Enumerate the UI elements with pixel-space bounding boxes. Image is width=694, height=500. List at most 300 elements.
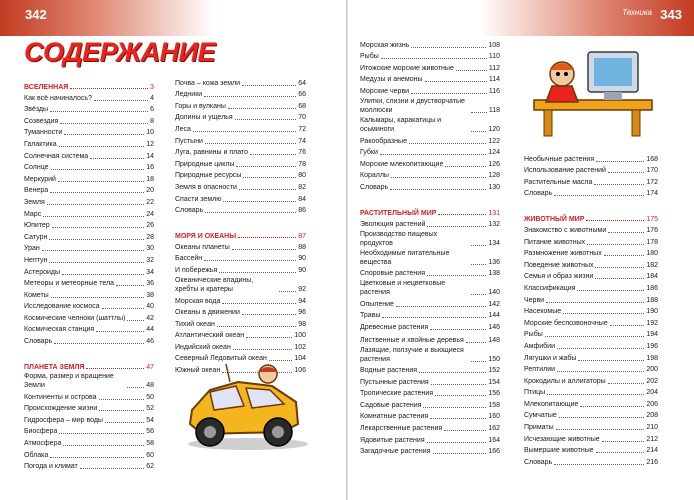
toc-page-number: 32 <box>146 256 154 264</box>
toc-page-number: 116 <box>488 87 500 95</box>
toc-page-number: 50 <box>146 393 154 401</box>
toc-entry[interactable] <box>360 364 500 376</box>
dot-leader <box>204 260 296 261</box>
dot-leader <box>431 384 487 385</box>
toc-entry-title: Форма, размер и вращение Земли <box>24 373 114 390</box>
toc-entry-title: Ракообразные <box>360 137 407 145</box>
toc-entry[interactable] <box>360 217 500 229</box>
toc-entry[interactable] <box>524 316 658 328</box>
dot-leader <box>419 372 486 373</box>
toc-entry[interactable] <box>175 252 306 264</box>
toc-entry-title: Травы <box>360 312 381 320</box>
toc-page-number: 154 <box>488 378 500 386</box>
toc-entry[interactable] <box>524 363 658 375</box>
dot-leader <box>243 177 296 178</box>
toc-entry-title: Тропические растения <box>360 390 434 398</box>
toc-page-number: 200 <box>646 366 658 374</box>
toc-entry-title: Загадочные растения <box>360 448 431 456</box>
dot-leader <box>547 394 644 395</box>
page-title: СОДЕРЖАНИЕ <box>24 37 216 67</box>
toc-page-number: 130 <box>488 183 500 191</box>
dot-leader <box>205 212 296 213</box>
toc-section-heading[interactable] <box>360 205 500 217</box>
toc-entry-title: Эволюция растений <box>360 220 426 228</box>
toc-entry[interactable] <box>175 88 306 100</box>
dot-leader <box>279 291 296 292</box>
toc-entry[interactable] <box>524 328 658 340</box>
toc-page-number: 58 <box>146 440 154 448</box>
toc-entry[interactable] <box>24 91 154 103</box>
dot-leader <box>471 112 487 113</box>
toc-entry[interactable] <box>24 219 154 231</box>
dot-leader <box>396 306 486 307</box>
toc-entry[interactable] <box>360 115 500 134</box>
dot-leader <box>471 131 486 132</box>
toc-entry-title: Солнце <box>24 164 49 172</box>
toc-entry[interactable] <box>24 195 154 207</box>
toc-entry-title: Словарь <box>24 338 53 346</box>
toc-entry[interactable] <box>175 329 306 341</box>
toc-entry-title: Улитки, слизни и двустворчатые моллюски <box>360 97 465 114</box>
toc-entry[interactable] <box>175 134 306 146</box>
toc-page-number: 160 <box>488 413 500 421</box>
toc-page-number: 192 <box>646 319 658 327</box>
toc-entry-title: Созвездия <box>24 117 59 125</box>
dot-leader <box>116 285 144 286</box>
toc-page-number: 88 <box>298 243 306 251</box>
toc-entry[interactable] <box>524 374 658 386</box>
toc-entry-title: Луга, равнины и плато <box>175 149 248 157</box>
toc-entry[interactable] <box>524 420 658 432</box>
toc-entry[interactable] <box>360 445 500 457</box>
toc-entry-title: Астероиды <box>24 268 61 276</box>
toc-entry[interactable] <box>175 99 306 111</box>
dot-leader <box>608 232 644 233</box>
toc-entry-title: Кальмары, каракатицы и осьминоги <box>360 116 442 133</box>
toc-page-number: 6 <box>150 106 154 114</box>
toc-entry[interactable] <box>360 84 500 96</box>
dot-leader <box>52 227 145 228</box>
dot-leader <box>587 244 644 245</box>
dot-leader <box>58 181 144 182</box>
toc-entry-title: Спасти землю <box>175 195 222 203</box>
toc-entry[interactable] <box>360 38 500 50</box>
toc-entry[interactable] <box>524 235 658 247</box>
toc-page-number: 142 <box>488 300 500 308</box>
dot-leader <box>380 154 486 155</box>
toc-entry[interactable] <box>24 390 154 402</box>
section-gap <box>175 215 306 225</box>
toc-page-number: 100 <box>294 332 306 340</box>
toc-page-number: 212 <box>646 435 658 443</box>
left-page-header <box>0 0 346 36</box>
toc-section-heading[interactable] <box>524 211 658 223</box>
toc-entry[interactable] <box>175 192 306 204</box>
dot-leader <box>51 297 145 298</box>
toc-entry[interactable] <box>24 230 154 242</box>
dot-leader <box>435 395 486 396</box>
dot-leader <box>382 317 486 318</box>
toc-entry-title: И побережья <box>175 266 218 274</box>
toc-entry[interactable] <box>175 306 306 318</box>
toc-section-heading[interactable] <box>24 359 154 371</box>
toc-entry-title: Исследование космоса <box>24 303 100 311</box>
toc-page-number: 164 <box>488 436 500 444</box>
dot-leader <box>43 216 144 217</box>
toc-entry-title: Морские беспозвоночные <box>524 319 608 327</box>
toc-entry-title: Нептун <box>24 256 48 264</box>
toc-entry[interactable] <box>524 432 658 444</box>
toc-entry[interactable] <box>24 253 154 265</box>
toc-entry[interactable] <box>360 157 500 169</box>
dot-leader <box>94 100 148 101</box>
dot-leader <box>390 189 486 190</box>
toc-page-number: 16 <box>146 164 154 172</box>
toc-entry[interactable] <box>360 61 500 73</box>
dot-leader <box>580 406 644 407</box>
toc-entry[interactable] <box>360 375 500 387</box>
toc-entry-title: Космическая станция <box>24 326 95 334</box>
toc-entry[interactable] <box>175 157 306 169</box>
toc-entry[interactable] <box>360 320 500 332</box>
toc-entry[interactable] <box>360 50 500 62</box>
toc-page-number: 46 <box>146 338 154 346</box>
toc-entry-title: Ядовитые растения <box>360 436 425 444</box>
toc-entry[interactable] <box>24 425 154 437</box>
toc-page-number: 178 <box>646 238 658 246</box>
toc-entry-title: Морские черви <box>360 87 410 95</box>
toc-entry[interactable] <box>24 402 154 414</box>
toc-page-number: 106 <box>294 367 306 375</box>
toc-entry[interactable] <box>524 281 658 293</box>
toc-entry[interactable] <box>24 448 154 460</box>
toc-page-number: 14 <box>146 152 154 160</box>
toc-entry[interactable] <box>360 134 500 146</box>
dot-leader <box>595 278 644 279</box>
toc-entry-title: Словарь <box>524 190 553 198</box>
toc-entry[interactable] <box>524 386 658 398</box>
toc-page-number: 36 <box>146 280 154 288</box>
dot-leader <box>90 158 144 159</box>
toc-page-number: 4 <box>150 94 154 102</box>
toc-page-number: 108 <box>488 41 500 49</box>
toc-page-number: 87 <box>298 233 306 241</box>
toc-entry-title: Природные ресурсы <box>175 172 242 180</box>
toc-entry[interactable] <box>175 263 306 275</box>
toc-entry-title: Споровые растения <box>360 270 425 278</box>
toc-entry-title: Океаны планеты <box>175 243 230 251</box>
toc-entry-title: Морские млекопитающие <box>360 160 444 168</box>
toc-entry-title: Садовые растения <box>360 401 422 409</box>
toc-page-number: 184 <box>646 273 658 281</box>
dot-leader <box>471 245 486 246</box>
dot-leader <box>411 93 487 94</box>
toc-entry[interactable] <box>524 175 658 187</box>
toc-page-number: 82 <box>298 183 306 191</box>
toc-page-number: 122 <box>488 137 500 145</box>
toc-entry[interactable] <box>24 413 154 425</box>
toc-entry[interactable] <box>24 436 154 448</box>
toc-entry[interactable] <box>524 247 658 259</box>
toc-entry-title: Знакомство с животными <box>524 226 607 234</box>
toc-entry[interactable] <box>360 180 500 192</box>
toc-section-title: ЖИВОТНЫЙ МИР <box>524 216 585 224</box>
dot-leader <box>99 399 145 400</box>
toc-entry[interactable] <box>24 184 154 196</box>
toc-entry[interactable] <box>24 126 154 138</box>
toc-page-number: 156 <box>488 390 500 398</box>
toc-entry[interactable] <box>360 433 500 445</box>
toc-entry-title: Солнечная система <box>24 152 89 160</box>
toc-entry-title: Итожские морские животные <box>360 64 454 72</box>
toc-entry[interactable] <box>24 172 154 184</box>
dot-leader <box>205 143 296 144</box>
dot-leader <box>554 464 644 465</box>
dot-leader <box>554 195 644 196</box>
toc-column-left-1 <box>24 76 154 471</box>
toc-entry-title: Облака <box>24 451 49 459</box>
dot-leader <box>586 220 644 221</box>
toc-page-number: 132 <box>488 220 500 228</box>
toc-section-heading[interactable] <box>175 228 306 240</box>
toc-entry[interactable] <box>360 332 500 345</box>
dot-leader <box>466 342 487 343</box>
toc-entry[interactable] <box>524 152 658 164</box>
toc-entry-title: Производство пищевых продуктов <box>360 230 438 247</box>
toc-entry[interactable] <box>360 96 500 115</box>
toc-page-number: 98 <box>298 320 306 328</box>
toc-entry[interactable] <box>175 169 306 181</box>
toc-entry-title: Звёзды <box>24 106 49 114</box>
toc-entry[interactable] <box>360 421 500 433</box>
toc-entry-title: Необходимые питательные вещества <box>360 249 450 266</box>
toc-entry[interactable] <box>360 297 500 309</box>
toc-entry[interactable] <box>24 114 154 126</box>
toc-page-number: 146 <box>488 323 500 331</box>
toc-entry[interactable] <box>524 293 658 305</box>
toc-entry[interactable] <box>360 267 500 279</box>
toc-entry[interactable] <box>24 288 154 300</box>
dot-leader <box>239 189 296 190</box>
toc-entry[interactable] <box>24 161 154 173</box>
dot-leader <box>60 123 148 124</box>
toc-entry-title: Словарь <box>175 207 204 215</box>
dot-leader <box>246 337 292 338</box>
toc-entry-title: Погода и климат <box>24 463 78 471</box>
toc-entry[interactable] <box>524 409 658 421</box>
dot-leader <box>445 166 486 167</box>
toc-page-number: 150 <box>488 355 500 363</box>
toc-entry[interactable] <box>175 111 306 123</box>
toc-page-number: 198 <box>646 354 658 362</box>
toc-entry[interactable] <box>524 223 658 235</box>
dot-leader <box>70 88 148 89</box>
toc-page-number: 47 <box>146 364 154 372</box>
dot-leader <box>62 274 144 275</box>
toc-page-number: 102 <box>294 343 306 351</box>
toc-entry-title: Словарь <box>360 183 389 191</box>
toc-entry[interactable] <box>524 339 658 351</box>
toc-entry[interactable] <box>24 460 154 472</box>
toc-entry-title: Кометы <box>24 291 49 299</box>
toc-entry[interactable] <box>24 300 154 312</box>
toc-entry-title: Пустынные растения <box>360 378 429 386</box>
toc-entry[interactable] <box>360 73 500 85</box>
toc-entry-title: Сумчатые <box>524 412 557 420</box>
toc-entry-title: Океаны в движении <box>175 309 240 317</box>
dot-leader <box>563 313 644 314</box>
toc-entry-title: Марс <box>24 210 42 218</box>
toc-entry[interactable] <box>175 146 306 158</box>
dot-leader <box>559 417 645 418</box>
toc-page-number: 194 <box>646 331 658 339</box>
toc-page-number: 68 <box>298 102 306 110</box>
dot-leader <box>430 329 486 330</box>
toc-entry[interactable] <box>360 146 500 158</box>
dot-leader <box>50 111 148 112</box>
toc-entry-title: Древесные растения <box>360 323 429 331</box>
toc-page-number: 90 <box>298 255 306 263</box>
toc-entry[interactable] <box>24 334 154 346</box>
toc-entry[interactable] <box>24 103 154 115</box>
toc-entry-title: Сатурн <box>24 233 48 241</box>
toc-entry-title: Млекопитающие <box>524 400 579 408</box>
dot-leader <box>608 172 644 173</box>
toc-entry-title: Космические челноки (шаттлы) <box>24 314 126 322</box>
toc-entry-title: Туманности <box>24 129 63 137</box>
toc-entry[interactable] <box>360 410 500 422</box>
toc-entry[interactable] <box>524 397 658 409</box>
toc-entry[interactable] <box>24 149 154 161</box>
toc-page-number: 162 <box>488 425 500 433</box>
toc-entry-title: Размножение животных <box>524 250 602 258</box>
toc-entry[interactable] <box>24 207 154 219</box>
dot-leader <box>391 177 486 178</box>
toc-entry-title: Питание животных <box>524 238 586 246</box>
toc-page-number: 206 <box>646 400 658 408</box>
dot-leader <box>222 303 296 304</box>
toc-entry-title: Амфибии <box>524 342 555 350</box>
dot-leader <box>471 361 486 362</box>
toc-section-heading[interactable] <box>24 79 154 91</box>
toc-entry-title: Насекомые <box>524 308 562 316</box>
toc-page-number: 152 <box>488 367 500 375</box>
toc-entry[interactable] <box>524 351 658 363</box>
dot-leader <box>602 441 645 442</box>
toc-page-number: 10 <box>146 129 154 137</box>
toc-page-number: 204 <box>646 389 658 397</box>
toc-page-number: 170 <box>646 167 658 175</box>
toc-entry[interactable] <box>175 317 306 329</box>
toc-entry[interactable] <box>24 137 154 149</box>
toc-page-number: 140 <box>488 289 500 297</box>
toc-page-number: 196 <box>646 342 658 350</box>
toc-entry[interactable] <box>360 169 500 181</box>
dot-leader <box>228 108 296 109</box>
toc-entry-title: Использование растений <box>524 167 606 175</box>
page-number-right: 343 <box>660 7 682 22</box>
dot-leader <box>438 214 486 215</box>
toc-entry[interactable] <box>360 345 500 364</box>
dot-leader <box>54 343 144 344</box>
toc-page-number: 134 <box>488 239 500 247</box>
toc-entry[interactable] <box>24 265 154 277</box>
toc-entry[interactable] <box>360 248 500 267</box>
toc-entry-title: Долины и ущелья <box>175 114 233 122</box>
toc-page-number: 166 <box>488 448 500 456</box>
dot-leader <box>59 146 145 147</box>
dot-leader <box>236 166 296 167</box>
toc-entry[interactable] <box>24 277 154 289</box>
dot-leader <box>204 96 296 97</box>
toc-entry[interactable] <box>175 180 306 192</box>
dot-leader <box>250 154 296 155</box>
toc-entry-title: Галактика <box>24 140 57 148</box>
toc-entry[interactable] <box>175 204 306 216</box>
toc-entry[interactable] <box>175 275 306 294</box>
toc-page-number: 12 <box>146 140 154 148</box>
toc-entry-title: Северный Ледовитый океан <box>175 355 267 363</box>
toc-column-left-2 <box>175 76 306 375</box>
toc-entry[interactable] <box>24 371 154 390</box>
dot-leader <box>64 134 144 135</box>
toc-page-number: 216 <box>646 458 658 466</box>
toc-entry-title: Происхождение жизни <box>24 405 98 413</box>
toc-entry-title: Меркурий <box>24 175 56 183</box>
toc-page-number: 76 <box>298 149 306 157</box>
toc-page-number: 114 <box>488 76 500 84</box>
toc-entry[interactable] <box>175 240 306 252</box>
toc-section-title: ВСЕЛЕННАЯ <box>24 84 69 91</box>
toc-entry[interactable] <box>360 278 500 297</box>
dot-leader <box>608 383 645 384</box>
toc-entry[interactable] <box>175 340 306 352</box>
toc-page-number: 210 <box>646 424 658 432</box>
toc-page-number: 110 <box>488 53 500 61</box>
toc-entry[interactable] <box>524 187 658 199</box>
toc-entry[interactable] <box>524 270 658 282</box>
dot-leader <box>610 325 645 326</box>
toc-entry[interactable] <box>360 387 500 399</box>
dot-leader <box>80 468 144 469</box>
toc-entry-title: Цветковые и нецветковые растения <box>360 280 446 297</box>
toc-entry-title: Губки <box>360 149 378 157</box>
toc-entry[interactable] <box>360 309 500 321</box>
toc-entry[interactable] <box>175 294 306 306</box>
toc-entry[interactable] <box>524 164 658 176</box>
dot-leader <box>105 422 144 423</box>
toc-entry[interactable] <box>524 305 658 317</box>
toc-page-number: 56 <box>146 428 154 436</box>
toc-entry[interactable] <box>24 311 154 323</box>
toc-page-number: 180 <box>646 250 658 258</box>
toc-entry[interactable] <box>24 323 154 335</box>
toc-column-right-2 <box>524 152 658 467</box>
toc-entry[interactable] <box>360 398 500 410</box>
toc-entry[interactable] <box>24 242 154 254</box>
toc-entry-title: Атлантический океан <box>175 332 245 340</box>
toc-entry[interactable] <box>524 455 658 467</box>
toc-page-number: 120 <box>488 125 500 133</box>
toc-entry-title: Лазящие, ползучие и вьющиеся растения <box>360 346 464 363</box>
toc-entry-title: Атмосфера <box>24 440 62 448</box>
toc-entry[interactable] <box>175 122 306 134</box>
toc-entry[interactable] <box>175 76 306 88</box>
toc-entry[interactable] <box>360 229 500 248</box>
toc-entry[interactable] <box>524 444 658 456</box>
toc-entry[interactable] <box>524 258 658 270</box>
toc-page-number: 26 <box>146 222 154 230</box>
